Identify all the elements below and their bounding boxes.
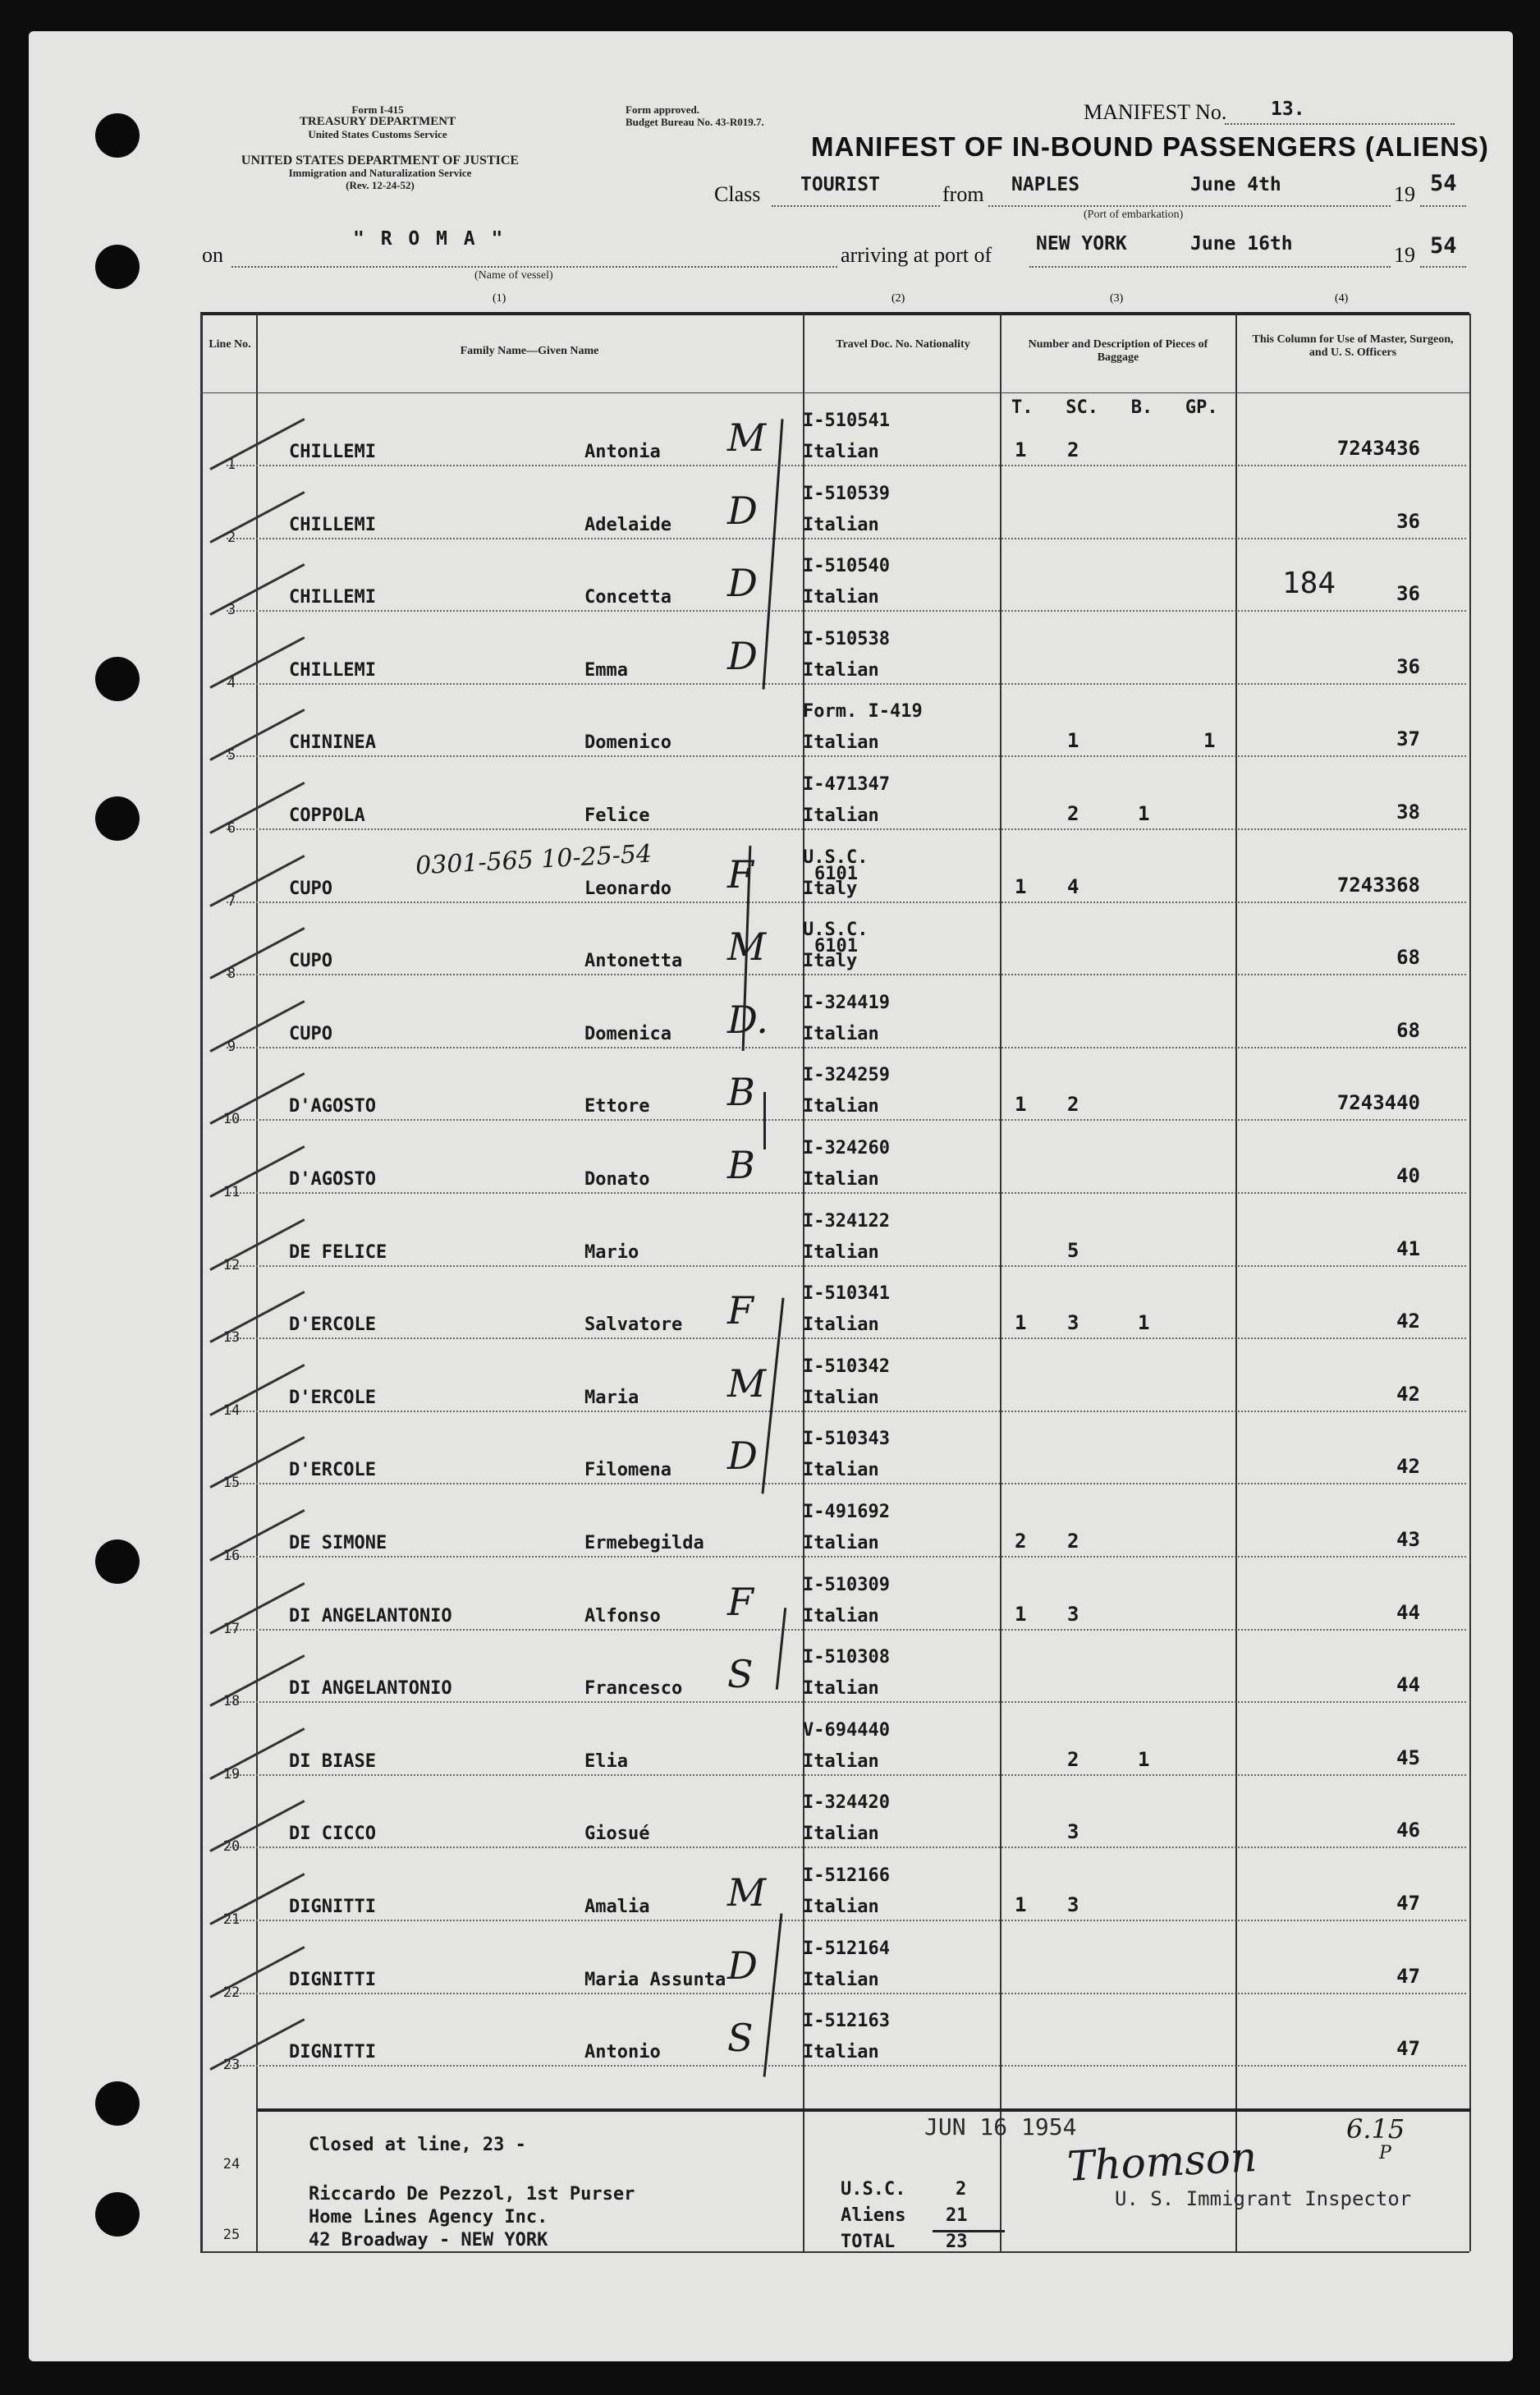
baggage-other: 1 — [1203, 729, 1216, 753]
officer-column: 41 — [1396, 1236, 1420, 1260]
family-name: DIGNITTI — [289, 1897, 376, 1917]
form-approval — [626, 103, 764, 128]
given-name: Ermebegilda — [584, 1533, 704, 1553]
family-name: DI ANGELANTONIO — [289, 1678, 452, 1700]
baggage-trunks: 1 — [1015, 1311, 1027, 1335]
nationality: Italian — [803, 442, 879, 462]
form-rev: (Rev. 12-24-52) — [346, 179, 415, 191]
relationship-mark: D — [727, 561, 758, 606]
year-value-2: 54 — [1430, 233, 1457, 259]
row-rule — [227, 1556, 1466, 1558]
officer-column: 42 — [1396, 1310, 1420, 1333]
hdr-baggage: Number and Description of Pieces of Baggage — [1028, 338, 1208, 364]
family-name: CHILLEMI — [289, 659, 376, 681]
travel-doc: V-694440 — [803, 1719, 890, 1741]
row-rule — [227, 465, 1466, 466]
row-rule — [227, 610, 1466, 612]
family-name: DI ANGELANTONIO — [289, 1605, 452, 1626]
nationality: Italian — [803, 1169, 879, 1190]
line-number-25: 25 — [222, 2227, 241, 2243]
baggage-suitcases: 3 — [1067, 1893, 1079, 1916]
inspection-time: 6.15 — [1346, 2113, 1405, 2145]
baggage-suitcases: 3 — [1067, 1820, 1079, 1844]
col-line-right — [1469, 314, 1471, 2251]
relationship-mark: B — [727, 1143, 755, 1187]
officer-column: 7243436 — [1336, 437, 1420, 460]
baggage-suitcases: 5 — [1067, 1238, 1079, 1262]
line-number: 23 — [222, 2057, 241, 2074]
usc-label: U.S.C. — [841, 2179, 906, 2200]
row-rule — [227, 1774, 1466, 1776]
relationship-mark: D — [727, 1434, 758, 1479]
relationship-mark: M — [727, 415, 767, 460]
line-number: 3 — [227, 602, 236, 619]
officer-column: 47 — [1396, 1964, 1420, 1988]
officer-column: 46 — [1396, 1819, 1420, 1842]
given-name: Domenico — [584, 732, 671, 754]
travel-doc: I-324259 — [803, 1065, 890, 1086]
travel-doc: I-510342 — [803, 1356, 890, 1377]
vessel-note: (Name of vessel) — [474, 269, 553, 282]
nationality: Italian — [803, 1750, 879, 1772]
relationship-mark: S — [727, 1652, 754, 1697]
baggage-suitcases: 2 — [1067, 1530, 1079, 1553]
travel-doc: I-510540 — [803, 556, 890, 577]
class-label: Class — [714, 182, 761, 206]
travel-doc: I-324420 — [803, 1792, 890, 1814]
line-number: 10 — [222, 1111, 241, 1128]
vessel-name: " R O M A " — [353, 228, 506, 250]
officer-column: 36 — [1396, 582, 1420, 606]
manifest-number: 13. — [1271, 99, 1305, 120]
closing-line — [258, 2108, 1471, 2112]
officer-column: 45 — [1396, 1746, 1420, 1769]
row-rule — [227, 755, 1466, 757]
family-name: DE FELICE — [289, 1241, 387, 1263]
hdr-officers: This Column for Use of Master, Surgeon, and U. S. Officers — [1252, 333, 1454, 359]
cupo-handwritten-note: 0301-565 10-25-54 — [415, 839, 653, 881]
nationality: Italy — [803, 878, 858, 899]
officer-column: 42 — [1396, 1382, 1420, 1406]
row-rule — [227, 1119, 1466, 1121]
travel-doc: I-324122 — [803, 1210, 890, 1232]
form-info — [267, 103, 488, 140]
travel-doc: I-512164 — [803, 1938, 890, 1959]
baggage-trunks: 1 — [1015, 1602, 1027, 1626]
row-rule — [227, 1920, 1466, 1921]
relationship-mark: M — [727, 1870, 767, 1915]
bracket-dagosto — [763, 1092, 766, 1149]
family-name: COPPOLA — [289, 805, 365, 826]
col-num-4: (4) — [1335, 292, 1349, 305]
given-name: Antonia — [584, 442, 661, 462]
baggage-suitcases: 2 — [1067, 1093, 1079, 1117]
travel-doc: I-324419 — [803, 992, 890, 1013]
vessel-dots — [231, 266, 837, 268]
line-number: 8 — [227, 966, 236, 983]
officer-column: 7243368 — [1336, 873, 1420, 897]
line-number: 1 — [227, 457, 236, 473]
baggage-suitcases: 3 — [1067, 1311, 1079, 1335]
nationality: Italy — [803, 951, 858, 972]
inspection-time-ampm: P — [1379, 2143, 1391, 2163]
closed-at-line: Closed at line, 23 - — [309, 2135, 526, 2155]
row-rule — [227, 1337, 1466, 1339]
budget-line: Budget Bureau No. 43-R019.7. — [626, 116, 764, 128]
family-name: CHILLEMI — [289, 442, 376, 462]
line-number: 5 — [227, 747, 236, 764]
line-number: 15 — [222, 1475, 241, 1492]
immig-service: Immigration and Naturalization Service — [288, 167, 472, 179]
given-name: Giosué — [584, 1824, 650, 1845]
nationality: Italian — [803, 1241, 879, 1263]
row-rule — [227, 1047, 1466, 1048]
row-rule — [227, 538, 1466, 539]
nationality: Italian — [803, 1678, 879, 1700]
officer-column: 47 — [1396, 1892, 1420, 1915]
given-name: Ettore — [584, 1096, 650, 1117]
manifest-label: MANIFEST No. — [1084, 100, 1227, 124]
travel-doc: I-510538 — [803, 628, 890, 649]
line-number: 14 — [222, 1402, 241, 1419]
col-num-2: (2) — [891, 292, 905, 305]
line-number: 19 — [222, 1765, 241, 1782]
port-note: (Port of embarkation) — [1084, 209, 1184, 221]
travel-doc-extra: 6101 — [814, 936, 858, 957]
binder-hole — [95, 113, 140, 158]
given-name: Amalia — [584, 1897, 650, 1917]
travel-doc: I-510541 — [803, 411, 890, 431]
relationship-mark: F — [727, 1579, 754, 1624]
from-date: June 4th — [1190, 174, 1281, 195]
inspector-title: U. S. Immigrant Inspector — [1115, 2187, 1412, 2210]
given-name: Donato — [584, 1169, 650, 1190]
baggage-trunks: 1 — [1015, 874, 1027, 898]
form-service: United States Customs Service — [308, 128, 447, 140]
binder-hole — [95, 657, 140, 701]
purser-name: Riccardo De Pezzol, 1st Purser — [309, 2184, 635, 2205]
row-rule — [227, 1993, 1466, 1994]
arrival-date: June 16th — [1190, 233, 1293, 255]
row-rule — [227, 974, 1466, 975]
given-name: Alfonso — [584, 1605, 661, 1626]
nationality: Italian — [803, 1969, 879, 1990]
totals-rule — [933, 2230, 1005, 2232]
usc-value: 2 — [956, 2179, 967, 2200]
nationality: Italian — [803, 1824, 879, 1845]
baggage-suitcases: 2 — [1067, 802, 1079, 825]
travel-doc: I-471347 — [803, 774, 890, 795]
baggage-suitcases: 2 — [1067, 1747, 1079, 1771]
col-num-3: (3) — [1110, 292, 1124, 305]
travel-doc: I-510343 — [803, 1429, 890, 1450]
officer-column: 36 — [1396, 654, 1420, 678]
nationality: Italian — [803, 805, 879, 826]
inspection-date-stamp: JUN 16 1954 — [924, 2113, 1077, 2140]
nationality: Italian — [803, 659, 879, 681]
total-value: 23 — [946, 2232, 968, 2252]
travel-doc: U.S.C. — [803, 847, 869, 868]
travel-doc: I-510539 — [803, 483, 890, 504]
page-stamp-number: 184 — [1282, 567, 1336, 600]
binder-hole — [95, 2081, 140, 2126]
baggage-trunks: 1 — [1015, 438, 1027, 461]
relationship-mark: D — [727, 1943, 758, 1988]
row-rule — [227, 1411, 1466, 1412]
nationality: Italian — [803, 1023, 879, 1044]
officer-column: 38 — [1396, 801, 1420, 824]
col-num-1: (1) — [493, 292, 506, 305]
relationship-mark: D. — [727, 997, 768, 1042]
officer-column: 36 — [1396, 509, 1420, 533]
given-name: Emma — [584, 659, 628, 681]
row-rule — [227, 2065, 1466, 2067]
row-rule — [227, 1701, 1466, 1703]
given-name: Maria — [584, 1387, 639, 1408]
binder-hole — [95, 1539, 140, 1584]
nationality: Italian — [803, 587, 879, 608]
baggage-trunks: 1 — [1015, 1893, 1027, 1916]
agency-address: 42 Broadway - NEW YORK — [309, 2230, 548, 2250]
hdr-name: Family Name—Given Name — [460, 345, 599, 357]
given-name: Antonetta — [584, 951, 683, 972]
line-number: 20 — [222, 1838, 241, 1856]
approved-line: Form approved. — [626, 103, 700, 116]
baggage-bags: 1 — [1138, 802, 1150, 825]
table-bottom-border — [200, 2251, 1469, 2253]
family-name: DIGNITTI — [289, 1969, 376, 1990]
officer-column: 40 — [1396, 1164, 1420, 1187]
given-name: Antonio — [584, 2042, 661, 2063]
line-number: 9 — [227, 1038, 236, 1055]
class-value: TOURIST — [800, 174, 880, 195]
given-name: Adelaide — [584, 514, 671, 535]
nationality: Italian — [803, 2042, 879, 2063]
nationality: Italian — [803, 1605, 879, 1626]
family-name: DIGNITTI — [289, 2042, 376, 2063]
nationality: Italian — [803, 732, 879, 754]
travel-doc: I-510341 — [803, 1283, 890, 1305]
hdr-doc: Travel Doc. No. Nationality — [836, 338, 970, 351]
family-name: CUPO — [289, 878, 332, 899]
nationality: Italian — [803, 1533, 879, 1553]
year-prefix: 19 — [1394, 182, 1415, 206]
relationship-mark: B — [727, 1070, 755, 1115]
justice-dept: UNITED STATES DEPARTMENT OF JUSTICE — [241, 154, 520, 167]
officer-column: 47 — [1396, 2037, 1420, 2061]
given-name: Felice — [584, 805, 650, 826]
relationship-mark: S — [727, 2016, 754, 2061]
binder-hole — [95, 796, 140, 841]
line-number: 17 — [222, 1620, 241, 1637]
nationality: Italian — [803, 1460, 879, 1481]
col-line-left — [200, 314, 203, 2251]
given-name: Elia — [584, 1750, 628, 1772]
line-number-24: 24 — [222, 2156, 241, 2172]
class-dots — [772, 205, 940, 207]
nationality: Italian — [803, 1096, 879, 1117]
travel-doc: I-324260 — [803, 1138, 890, 1159]
relationship-mark: D — [727, 488, 758, 533]
travel-doc: I-510309 — [803, 1574, 890, 1595]
baggage-codes: T. SC. B. GP. — [1011, 397, 1218, 418]
arriving-label: arriving at port of — [841, 243, 992, 267]
family-name: DI CICCO — [289, 1824, 376, 1845]
given-name: Mario — [584, 1241, 639, 1263]
baggage-trunks: 2 — [1015, 1530, 1027, 1553]
given-name: Maria Assunta — [584, 1969, 726, 1990]
travel-doc: I-510308 — [803, 1647, 890, 1668]
relationship-mark: F — [727, 1288, 754, 1333]
line-number: 18 — [222, 1693, 241, 1710]
relationship-mark: M — [727, 925, 767, 970]
row-rule — [227, 902, 1466, 903]
family-name: D'ERCOLE — [289, 1387, 376, 1408]
nationality: Italian — [803, 1897, 879, 1917]
row-rule — [227, 683, 1466, 685]
nationality: Italian — [803, 1387, 879, 1408]
header-bottom-line — [200, 392, 1469, 393]
row-rule — [227, 828, 1466, 830]
binder-hole — [95, 2192, 140, 2237]
line-number: 2 — [227, 529, 236, 546]
year-prefix-2: 19 — [1394, 243, 1415, 267]
given-name: Salvatore — [584, 1314, 683, 1336]
form-number: Form I-415 — [351, 103, 404, 116]
inspector-signature: Thomson — [1066, 2132, 1258, 2191]
agency-name: Home Lines Agency Inc. — [309, 2207, 548, 2228]
given-name: Francesco — [584, 1678, 683, 1700]
baggage-suitcases: 2 — [1067, 438, 1079, 461]
row-rule — [227, 1192, 1466, 1194]
travel-doc: Form. I-419 — [803, 701, 923, 723]
given-name: Concetta — [584, 587, 671, 608]
officer-column: 44 — [1396, 1673, 1420, 1697]
row-rule — [227, 1265, 1466, 1267]
line-number: 22 — [222, 1984, 241, 2001]
year-dots-2 — [1420, 266, 1466, 268]
col-line-4 — [1235, 314, 1237, 2251]
officer-column: 42 — [1396, 1455, 1420, 1479]
manifest-title: MANIFEST OF IN-BOUND PASSENGERS (ALIENS) — [811, 131, 1489, 162]
line-number: 11 — [222, 1184, 241, 1200]
family-name: D'AGOSTO — [289, 1169, 376, 1190]
arrival-port: NEW YORK — [1036, 233, 1127, 255]
officer-column: 44 — [1396, 1600, 1420, 1624]
family-name: CUPO — [289, 951, 332, 972]
family-name: D'ERCOLE — [289, 1460, 376, 1481]
row-rule — [227, 1847, 1466, 1848]
row-rule — [227, 1629, 1466, 1631]
nationality: Italian — [803, 1314, 879, 1336]
family-name: CHILLEMI — [289, 587, 376, 608]
travel-doc: I-512166 — [803, 1865, 890, 1886]
travel-doc: I-491692 — [803, 1502, 890, 1522]
hdr-line-no: Line No. — [209, 338, 251, 351]
relationship-mark: D — [727, 633, 758, 678]
baggage-suitcases: 3 — [1067, 1602, 1079, 1626]
row-rule — [227, 1483, 1466, 1484]
nationality: Italian — [803, 514, 879, 535]
officer-column: 68 — [1396, 1018, 1420, 1042]
family-name: CHININEA — [289, 732, 376, 754]
family-name: D'ERCOLE — [289, 1314, 376, 1336]
line-number: 6 — [227, 820, 236, 837]
table-top-border — [200, 312, 1469, 315]
baggage-suitcases: 4 — [1067, 874, 1079, 898]
baggage-suitcases: 1 — [1067, 729, 1079, 753]
line-number: 13 — [222, 1329, 241, 1347]
from-dots — [988, 205, 1391, 207]
officer-column: 68 — [1396, 946, 1420, 970]
total-label: TOTAL — [841, 2232, 896, 2252]
year-value: 54 — [1430, 171, 1457, 196]
travel-doc: I-512163 — [803, 2011, 890, 2032]
from-label: from — [942, 182, 984, 206]
travel-doc: U.S.C. — [803, 920, 869, 941]
aliens-label: Aliens — [841, 2205, 906, 2226]
binder-hole — [95, 245, 140, 289]
baggage-trunks: 1 — [1015, 1093, 1027, 1117]
travel-doc-extra: 6101 — [814, 863, 858, 884]
aliens-value: 21 — [946, 2205, 968, 2226]
line-number: 21 — [222, 1911, 241, 1928]
from-port: NAPLES — [1011, 174, 1080, 195]
family-name: DI BIASE — [289, 1750, 376, 1772]
relationship-mark: F — [727, 851, 754, 897]
line-number: 7 — [227, 892, 236, 910]
form-dept: TREASURY DEPARTMENT — [299, 115, 456, 128]
given-name: Filomena — [584, 1460, 671, 1481]
family-name: D'AGOSTO — [289, 1096, 376, 1117]
family-name: CUPO — [289, 1023, 332, 1044]
officer-column: 7243440 — [1336, 1091, 1420, 1115]
line-number: 4 — [227, 674, 236, 691]
officer-column: 37 — [1396, 727, 1420, 751]
manifest-dots — [1225, 123, 1455, 125]
col-line-1 — [256, 314, 258, 2251]
on-label: on — [202, 243, 223, 267]
given-name: Leonardo — [584, 878, 671, 899]
baggage-bags: 1 — [1138, 1311, 1150, 1335]
officer-column: 43 — [1396, 1528, 1420, 1551]
family-name: DE SIMONE — [289, 1533, 387, 1553]
arrival-dots — [1029, 266, 1391, 268]
justice-info — [195, 154, 565, 191]
given-name: Domenica — [584, 1023, 671, 1044]
year-dots — [1420, 205, 1466, 207]
col-line-3 — [1000, 314, 1001, 2251]
family-name: CHILLEMI — [289, 514, 376, 535]
line-number: 12 — [222, 1256, 241, 1273]
line-number: 16 — [222, 1548, 241, 1564]
baggage-bags: 1 — [1138, 1747, 1150, 1771]
relationship-mark: M — [727, 1360, 767, 1406]
